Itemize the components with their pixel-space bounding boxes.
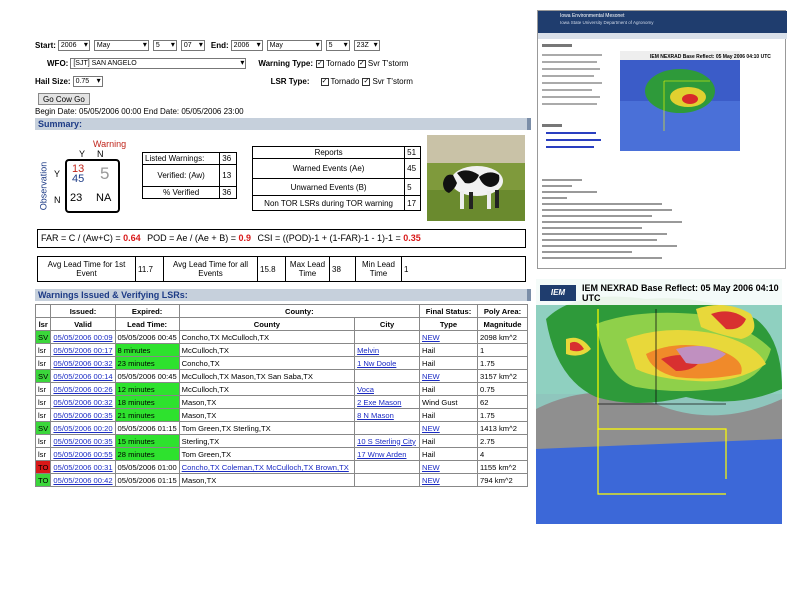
row-county: Mason,TX	[179, 409, 354, 422]
row-city[interactable]: 1 Nw Doole	[355, 357, 420, 370]
head-county: County	[179, 318, 354, 331]
contingency-matrix	[37, 139, 129, 219]
row-valid[interactable]: 05/05/2006 00:26	[51, 383, 115, 396]
row-lead: 05/05/2006 00:45	[115, 370, 179, 383]
row-magnitude: 1.75	[478, 357, 528, 370]
row-city	[355, 331, 420, 344]
start-label: Start:	[35, 41, 56, 50]
minlead-value: 1	[402, 257, 526, 282]
row-valid[interactable]: 05/05/2006 00:42	[51, 474, 115, 487]
row-city	[355, 461, 420, 474]
row-type[interactable]: NEW	[420, 422, 478, 435]
row-city[interactable]: 17 Wnw Arden	[355, 448, 420, 461]
csi-formula: CSI = ((POD)-1 + (1-FAR)-1 - 1)-1 =	[257, 233, 404, 243]
row-county: Mason,TX	[179, 396, 354, 409]
row-lead: 12 minutes	[115, 383, 179, 396]
row-county: Concho,TX McCulloch,TX	[179, 331, 354, 344]
row-tag: lsr	[36, 396, 51, 409]
row-valid[interactable]: 05/05/2006 00:20	[51, 422, 115, 435]
lsr-tornado-checkbox[interactable]: ✓	[321, 77, 328, 85]
row-magnitude: 2098 km^2	[478, 331, 528, 344]
warned-value: 45	[405, 159, 421, 179]
matrix-d: NA	[96, 192, 112, 204]
warning-row	[36, 370, 528, 383]
row-type: Hail	[420, 409, 478, 422]
observation-label: Observation	[38, 161, 49, 211]
nontor-value: 17	[405, 196, 421, 211]
row-type[interactable]: NEW	[420, 370, 478, 383]
verified-table	[142, 152, 237, 199]
head-county-group: County:	[179, 305, 419, 318]
row-magnitude: 3157 km^2	[478, 370, 528, 383]
row-magnitude: 2.75	[478, 435, 528, 448]
date-range-text: Begin Date: 05/05/2006 00:00 End Date: 05/05/2006 23:00	[35, 107, 244, 116]
verified-value: 13	[220, 165, 237, 187]
end-day-select[interactable]: 5 ▾	[326, 40, 350, 51]
row-lead: 23 minutes	[115, 357, 179, 370]
lsr-row	[36, 409, 528, 422]
product-text-block	[542, 179, 782, 269]
nontor-label: Non TOR LSRs during TOR warning	[253, 196, 405, 211]
site-title: Iowa Environmental Mesonet	[560, 13, 625, 19]
start-end-row	[35, 39, 382, 52]
row-county: McCulloch,TX	[179, 344, 354, 357]
row-valid[interactable]: 05/05/2006 00:31	[51, 461, 115, 474]
head-lead-time: Lead Time:	[115, 318, 179, 331]
row-valid[interactable]: 05/05/2006 00:35	[51, 409, 115, 422]
tornado-label: Tornado	[326, 59, 355, 68]
head-lsr: lsr	[36, 318, 51, 331]
row-county: Tom Green,TX Sterling,TX	[179, 422, 354, 435]
start-hour-select[interactable]: 07 ▾	[181, 40, 205, 51]
row-valid[interactable]: 05/05/2006 00:17	[51, 344, 115, 357]
thumb-title: IEM NEXRAD Base Reflect: 05 May 2006 04:10 UTC	[650, 54, 771, 60]
row-city	[355, 422, 420, 435]
row-type: Hail	[420, 448, 478, 461]
row-type: Hail	[420, 383, 478, 396]
lsr-row	[36, 383, 528, 396]
product-page-thumbnail	[537, 10, 786, 269]
pct-label: % Verified	[143, 187, 220, 199]
lead-time-table	[37, 256, 526, 282]
row-tag: TO	[36, 461, 51, 474]
pct-value: 36	[220, 187, 237, 199]
head-magnitude: Magnitude	[478, 318, 528, 331]
svr-checkbox[interactable]: ✓	[358, 59, 365, 67]
row-valid[interactable]: 05/05/2006 00:35	[51, 435, 115, 448]
reports-label: Reports	[253, 147, 405, 159]
site-banner	[538, 11, 787, 33]
head-poly-area: Poly Area:	[478, 305, 528, 318]
matrix-c: 23	[70, 192, 83, 204]
warnings-table	[35, 304, 528, 487]
row-tag: lsr	[36, 357, 51, 370]
reports-value: 51	[405, 147, 421, 159]
row-lead: 05/05/2006 01:15	[115, 422, 179, 435]
row-county[interactable]: Concho,TX Coleman,TX McCulloch,TX Brown,TX	[179, 461, 354, 474]
matrix-col-y: Y	[79, 149, 86, 159]
matrix-row-n: N	[54, 195, 61, 205]
warnings-header-text: Warnings Issued & Verifying LSRs:	[38, 290, 188, 300]
row-valid[interactable]: 05/05/2006 00:32	[51, 357, 115, 370]
warning-row	[36, 422, 528, 435]
matrix-a2: 45	[72, 173, 85, 185]
row-county: McCulloch,TX Mason,TX San Saba,TX	[179, 370, 354, 383]
matrix-box	[65, 159, 120, 213]
head-type: Type	[420, 318, 478, 331]
row-lead: 21 minutes	[115, 409, 179, 422]
summary-header-text: Summary:	[38, 119, 83, 129]
wfo-label: WFO:	[47, 59, 69, 68]
row-county: Mason,TX	[179, 474, 354, 487]
lsr-svr-label: Svr T'storm	[372, 77, 413, 86]
radar-map	[536, 279, 782, 524]
verified-label: Verified: (Aw)	[143, 165, 220, 187]
row-valid[interactable]: 05/05/2006 00:55	[51, 448, 115, 461]
lsr-row	[36, 435, 528, 448]
row-valid[interactable]: 05/05/2006 00:14	[51, 370, 115, 383]
radar-thumbnail	[620, 51, 771, 151]
head-issued: Issued:	[51, 305, 115, 318]
row-tag: SV	[36, 370, 51, 383]
row-tag: SV	[36, 422, 51, 435]
row-magnitude: 1413 km^2	[478, 422, 528, 435]
reports-table	[252, 146, 421, 211]
warning-row	[36, 474, 528, 487]
row-type[interactable]: NEW	[420, 461, 478, 474]
warning-label: Warning	[93, 139, 127, 149]
iem-logo: IEM	[540, 285, 576, 301]
summary-header	[35, 118, 528, 130]
row-type[interactable]: NEW	[420, 474, 478, 487]
row-lead: 05/05/2006 01:00	[115, 461, 179, 474]
row-county: McCulloch,TX	[179, 383, 354, 396]
lead2-value: 15.8	[258, 257, 286, 282]
wfo-row	[47, 57, 408, 70]
warning-type-label: Warning Type:	[258, 59, 313, 68]
lead2-label: Avg Lead Time for all Events	[164, 257, 258, 282]
lsr-row	[36, 396, 528, 409]
row-valid[interactable]: 05/05/2006 00:32	[51, 396, 115, 409]
svr-label: Svr T'storm	[367, 59, 409, 68]
row-city[interactable]: Voca	[355, 383, 420, 396]
row-type: Hail	[420, 435, 478, 448]
row-city	[355, 370, 420, 383]
pod-formula: POD = Ae / (Ae + B) =	[147, 233, 239, 243]
site-subtitle: Iowa State University Department of Agronomy	[560, 20, 654, 25]
head-final-status: Final Status:	[420, 305, 478, 318]
warned-label: Warned Events (Ae)	[253, 159, 405, 179]
matrix-row-y: Y	[54, 169, 61, 179]
pod-value: 0.9	[238, 233, 251, 243]
go-cow-go-button[interactable]: Go Cow Go	[38, 93, 90, 105]
lsr-svr-checkbox[interactable]: ✓	[363, 77, 370, 85]
unwarned-label: Unwarned Events (B)	[253, 179, 405, 196]
wfo-select[interactable]: [SJT] SAN ANGELO ▾	[70, 58, 246, 69]
start-day-select[interactable]: 5 ▾	[153, 40, 177, 51]
warning-row	[36, 331, 528, 344]
row-city[interactable]: 2 Exe Mason	[355, 396, 420, 409]
end-label: End:	[210, 41, 229, 50]
end-month-select[interactable]: May ▾	[267, 40, 322, 51]
row-type: Wind Gust	[420, 396, 478, 409]
lead1-label: Avg Lead Time for 1st Event	[38, 257, 136, 282]
row-tag: lsr	[36, 409, 51, 422]
row-lead: 18 minutes	[115, 396, 179, 409]
row-magnitude: 62	[478, 396, 528, 409]
lead1-value: 11.7	[136, 257, 164, 282]
product-summary-text	[542, 44, 622, 164]
lsr-row	[36, 448, 528, 461]
far-value: 0.64	[123, 233, 141, 243]
row-type: Hail	[420, 344, 478, 357]
row-magnitude: 4	[478, 448, 528, 461]
hail-row	[35, 75, 413, 88]
maxlead-label: Max Lead Time	[286, 257, 330, 282]
lsr-tornado-label: Tornado	[330, 77, 360, 86]
row-tag: lsr	[36, 435, 51, 448]
row-city[interactable]: Melvin	[355, 344, 420, 357]
end-hour-select[interactable]: 23Z ▾	[354, 40, 380, 51]
row-city[interactable]: 10 S Sterling City	[355, 435, 420, 448]
far-formula: FAR = C / (Aw+C) =	[41, 233, 124, 243]
row-valid[interactable]: 05/05/2006 00:09	[51, 331, 115, 344]
row-county: Concho,TX	[179, 357, 354, 370]
radar-title: IEM NEXRAD Base Reflect: 05 May 2006 04:10 UTC	[582, 283, 779, 303]
lsr-row	[36, 357, 528, 370]
row-lead: 05/05/2006 00:45	[115, 331, 179, 344]
row-tag: lsr	[36, 448, 51, 461]
cow-photo	[427, 135, 525, 221]
listed-label: Listed Warnings:	[143, 153, 220, 165]
row-magnitude: 794 km^2	[478, 474, 528, 487]
row-magnitude: 1.75	[478, 409, 528, 422]
row-city[interactable]: 8 N Mason	[355, 409, 420, 422]
hail-size-select[interactable]: 0.75 ▾	[73, 76, 103, 87]
matrix-a1: 13	[72, 163, 85, 175]
head-valid: Valid	[51, 318, 115, 331]
head-expired: Expired:	[115, 305, 179, 318]
row-magnitude: 1155 km^2	[478, 461, 528, 474]
row-tag: lsr	[36, 383, 51, 396]
warning-row	[36, 461, 528, 474]
row-tag: SV	[36, 331, 51, 344]
minlead-label: Min Lead Time	[356, 257, 402, 282]
hail-label: Hail Size:	[35, 77, 71, 86]
radar-image	[536, 279, 782, 524]
matrix-col-n: N	[97, 149, 104, 159]
row-lead: 05/05/2006 01:15	[115, 474, 179, 487]
row-type[interactable]: NEW	[420, 331, 478, 344]
row-county: Tom Green,TX	[179, 448, 354, 461]
row-tag: lsr	[36, 344, 51, 357]
row-type: Hail	[420, 357, 478, 370]
listed-value: 36	[220, 153, 237, 165]
unwarned-value: 5	[405, 179, 421, 196]
skill-scores	[37, 229, 526, 248]
start-year-select[interactable]: 2006 ▾	[58, 40, 90, 51]
row-lead: 15 minutes	[115, 435, 179, 448]
warnings-header	[35, 289, 528, 301]
head-city: City	[355, 318, 420, 331]
matrix-b: 5	[100, 164, 110, 183]
lsr-type-label: LSR Type:	[270, 77, 310, 86]
end-year-select[interactable]: 2006 ▾	[231, 40, 263, 51]
row-lead: 8 minutes	[115, 344, 179, 357]
verification-panel	[35, 35, 528, 515]
row-county: Sterling,TX	[179, 435, 354, 448]
row-lead: 28 minutes	[115, 448, 179, 461]
row-magnitude: 1	[478, 344, 528, 357]
maxlead-value: 38	[330, 257, 356, 282]
row-tag: TO	[36, 474, 51, 487]
tornado-checkbox[interactable]: ✓	[317, 59, 323, 67]
lsr-row	[36, 344, 528, 357]
row-magnitude: 0.75	[478, 383, 528, 396]
start-month-select[interactable]: May ▾	[94, 40, 149, 51]
row-city	[355, 474, 420, 487]
csi-value: 0.35	[403, 233, 421, 243]
